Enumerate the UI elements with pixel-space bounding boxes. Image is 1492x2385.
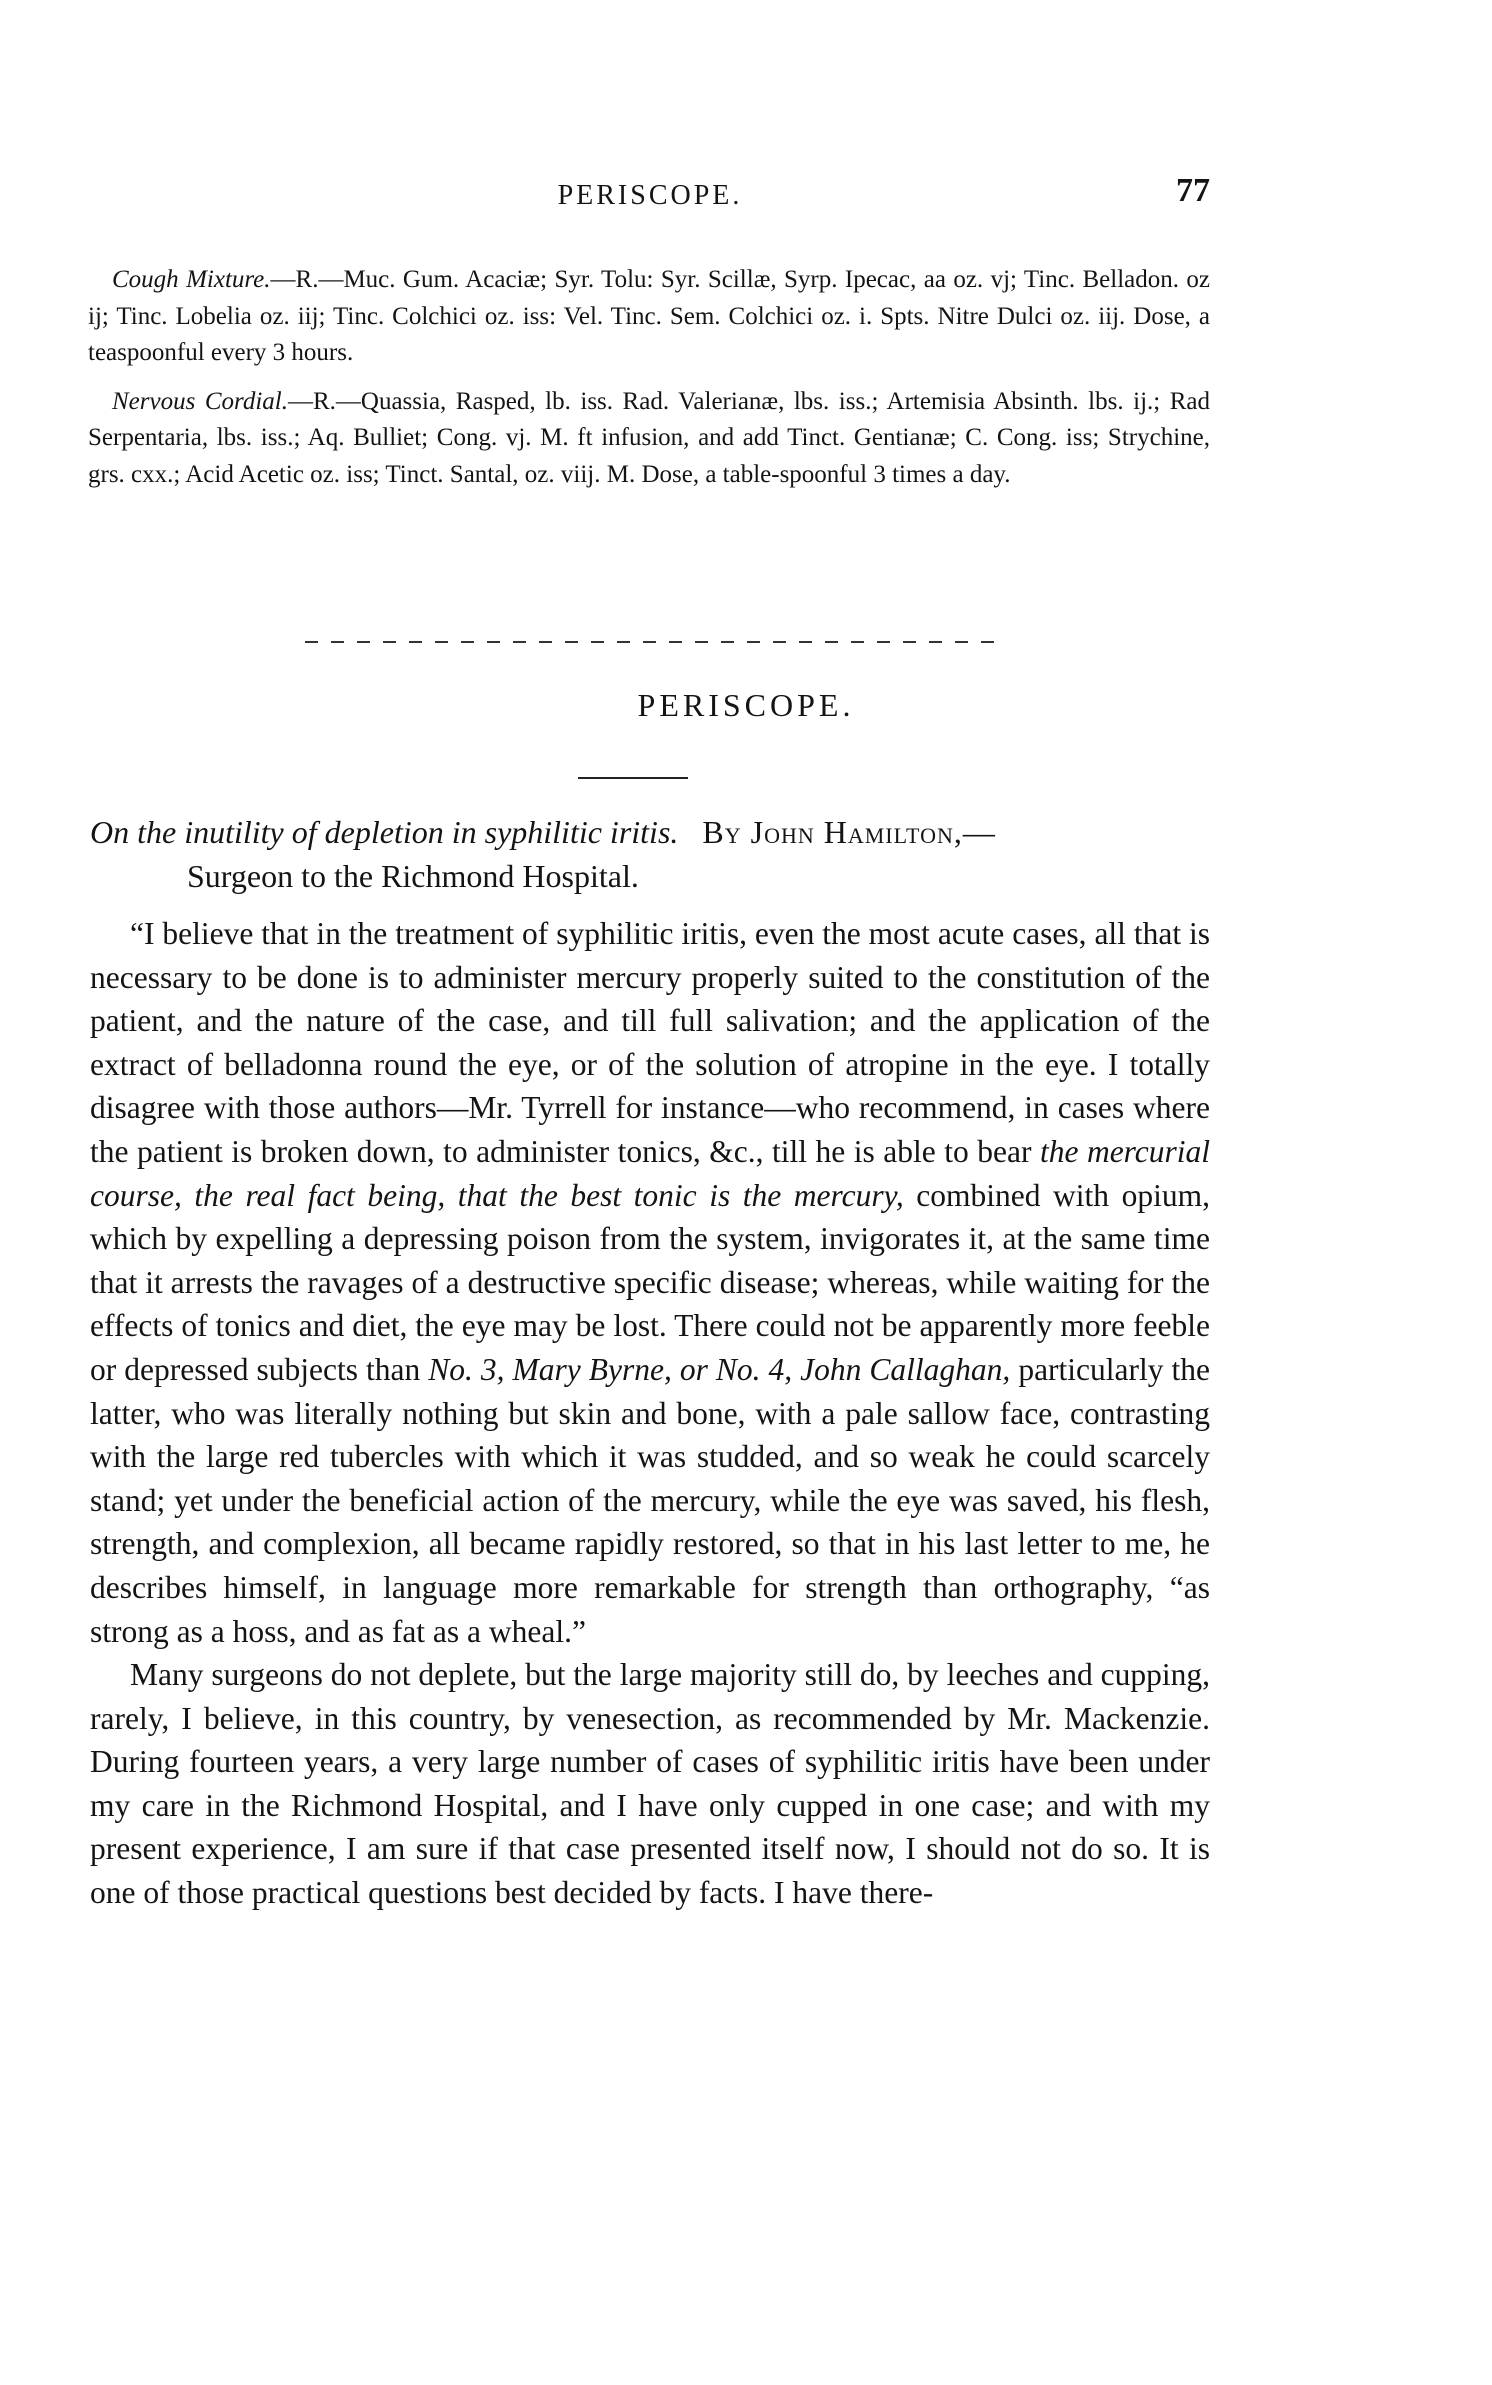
body-paragraph (90, 912, 1210, 1653)
section-heading: PERISCOPE. (637, 687, 855, 723)
running-title: PERISCOPE. (557, 180, 743, 211)
dashed-divider (305, 640, 995, 644)
italic-text: No. 3, Mary Byrne, or No. 4, John Callaghan, (428, 1351, 1011, 1387)
formula-name: Cough Mixture. (112, 266, 271, 293)
running-header (90, 172, 1210, 212)
formula-cough-mixture (88, 262, 1210, 372)
article-title-block (90, 810, 1210, 898)
formula-nervous-cordial (88, 384, 1210, 494)
body-paragraph (90, 1653, 1210, 1915)
page-number: 77 (1176, 172, 1210, 209)
paragraph-text: particularly the latter, who was literally nothing but skin and bone, with a pale sallow face, contrasting with the large red tubercles with which it was studded, and so weak he could scarcely stand; yet under the beneficial action of the mercury, while the eye was saved, his flesh, strength, and complexion, all became rapidly restored, so that in his last letter to me, he describes himself, in language more remarkable for strength than orthography, “as strong as a hoss, and as fat as a wheal.” (90, 1351, 1211, 1649)
heading-rule (578, 777, 688, 779)
italic-text: the mercurial course, the real fact being, that the best tonic is the mercury, (90, 1133, 1211, 1213)
article-title: On the inutility of depletion in syphilitic iritis. (90, 814, 679, 850)
formula-text: —R.—Quassia, Rasped, lb. iss. Rad. Valerianæ, lbs. iss.; Artemisia Absinth. lbs. ij.; Rad Serpentaria, lbs. iss.; Aq. Bulliet; Cong. vj. M. ft infusion, and add Tinct. Gentianæ; C. Cong. iss; Strychine, grs. cxx.; Acid Acetic oz. iss; Tinct. Santal, oz. viij. M. Dose, a table-spoonful 3 times a day. (88, 387, 1210, 488)
article-body (90, 912, 1210, 1915)
formula-text: —R.—Muc. Gum. Acaciæ; Syr. Tolu: Syr. Scillæ, Syrp. Ipecac, aa oz. vj; Tinc. Belladon. oz ij; Tinc. Lobelia oz. iij; Tinc. Colchici oz. iss: Vel. Tinc. Sem. Colchici oz. i. Spts. Nitre Dulci oz. iij. Dose, a teaspoonful every 3 hours. (88, 266, 1210, 366)
article-byline: By John Hamilton,— (702, 814, 996, 850)
formula-section (88, 262, 1210, 493)
paragraph-text: combined with opium, which by expelling a depressing poison from the system, invigorates it, at the same time that it arrests the ravages of a destructive specific disease; whereas, while waiting for the effects of tonics and diet, the eye may be lost. There could not be apparently more feeble or depressed subjects than (90, 1177, 1210, 1387)
author-affiliation: Surgeon to the Richmond Hospital. (187, 858, 639, 894)
formula-name: Nervous Cordial. (112, 387, 288, 415)
paragraph-text: “I believe that in the treatment of syphilitic iritis, even the most acute cases, all that is necessary to be done is to administer mercury properly suited to the constitution of the patient, and the nature of the case, and till full salivation; and the application of the extract of belladonna round the eye, or of the solution of atropine in the eye. I totally disagree with those authors—Mr. Tyrrell for instance—who recommend, in cases where the patient is broken down, to administer tonics, &c., till he is able to bear (90, 916, 1210, 1169)
paragraph-text: Many surgeons do not deplete, but the large majority still do, by leeches and cupping, rarely, I believe, in this country, by venesection, as recommended by Mr. Mackenzie. During fourteen years, a very large number of cases of syphilitic iritis have been under my care in the Richmond Hospital, and I have only cupped in one case; and with my present experience, I am sure if that case presented itself now, I should not do so. It is one of those practical questions best decided by facts. I have there- (90, 1657, 1210, 1911)
